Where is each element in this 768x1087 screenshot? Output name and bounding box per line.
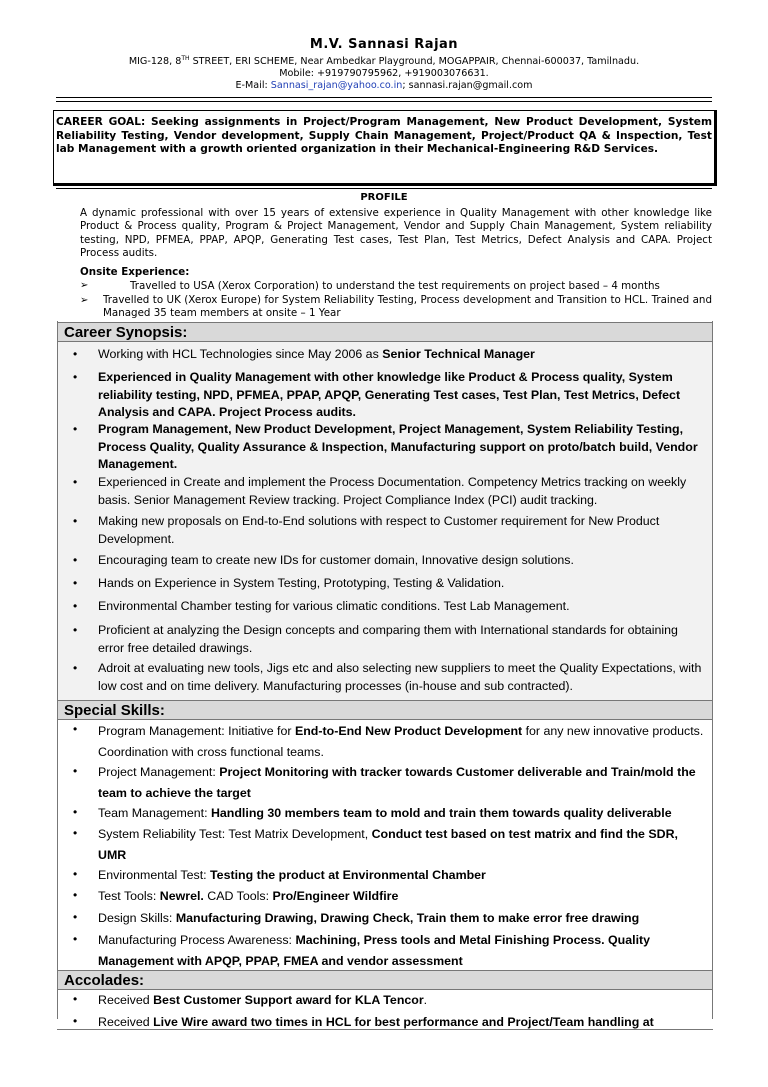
list-item xyxy=(98,346,704,364)
page-bottom-rule xyxy=(57,1029,713,1030)
list-item: Adroit at evaluating new tools, Jigs etc and also selecting new suppliers to meet the Quality Expectations, with low cost and on time delivery. Manufacturing processes (in-house and sub contracted). xyxy=(98,661,702,693)
item-bold: Best Customer Support award for KLA Tencor xyxy=(153,993,424,1007)
address-sup: TH xyxy=(181,55,190,62)
list-item: Proficient at analyzing the Design concepts and comparing them with International standards for obtaining error free detailed drawings. xyxy=(98,623,678,655)
candidate-name: M.V. Sannasi Rajan xyxy=(309,37,459,52)
bullet-icon: • xyxy=(73,888,78,902)
item-bold: Live Wire award two times in HCL for best performance and Project/Team handling at xyxy=(153,1015,654,1029)
item-text: Environmental Test: xyxy=(98,868,211,882)
item-bold: Project Monitoring with tracker towards Customer deliverable and Train/mold the team to achieve the target xyxy=(98,765,696,800)
item-text: Working with HCL Technologies since May 2006 as xyxy=(98,347,383,361)
item-bold: Conduct test based on test matrix and find the SDR, UMR xyxy=(98,827,678,862)
item-bold-2: Pro/Engineer Wildfire xyxy=(272,889,399,903)
bullet-icon: • xyxy=(73,932,78,946)
item-text-after: . xyxy=(423,993,428,1007)
item-text-after: for any new innovative products. Coordination with cross functional teams. xyxy=(98,724,704,759)
item-text: Project Management: xyxy=(98,765,220,779)
career-synopsis-heading: Career Synopsis: xyxy=(57,322,713,342)
list-item xyxy=(98,930,704,971)
list-item xyxy=(98,721,704,762)
bullet-icon: • xyxy=(73,764,78,778)
item-bold: Experienced in Quality Management with other knowledge like Product & Process quality, System reliability testing, NPD, PFMEA, PPAP, APQP, Generating Test cases, Test Plan, Test Metrics, Defect Analysis and CAPA. Project Process audits. xyxy=(98,370,681,420)
mobile-line: Mobile: +919790795962, +919003076631. xyxy=(279,68,489,79)
list-item xyxy=(98,369,704,422)
item-text: Test Tools: xyxy=(98,889,160,903)
list-item: Experienced in Create and implement the Process Documentation. Competency Metrics tracking on weekly basis. Senior Management Review tracking. Project Compliance Index (PCI) audit tracking. xyxy=(98,475,687,507)
item-text: Received xyxy=(98,993,154,1007)
arrow-bullet-icon: ➢ xyxy=(80,295,89,306)
bullet-icon: • xyxy=(73,599,78,613)
email-label: E-Mail: xyxy=(235,80,271,91)
goal-divider-2 xyxy=(56,188,712,189)
email-separator: ; xyxy=(402,80,409,91)
profile-title: PROFILE xyxy=(360,192,408,203)
email-secondary: sannasi.rajan@gmail.com xyxy=(408,80,533,91)
item-text: Design Skills: xyxy=(98,911,176,925)
bullet-icon: • xyxy=(73,722,78,736)
address-pre: MIG-128, 8 xyxy=(128,56,182,68)
list-item xyxy=(98,762,704,803)
item-bold: Newrel. xyxy=(159,889,204,903)
onsite-item-usa: Travelled to USA (Xerox Corporation) to understand the test requirements on project based – 4 months xyxy=(130,280,660,292)
bullet-icon: • xyxy=(73,514,78,528)
bullet-icon: • xyxy=(73,370,78,384)
career-goal-text: CAREER GOAL: Seeking assignments in Project/Program Management, New Product Development, System Reliability Testing, Vendor development, Supply Chain Management, Project/Product QA & Inspection, Test lab Management with a growth oriented organization in their Mechanical-Engineering R&D Services. xyxy=(56,116,712,156)
list-item xyxy=(98,824,704,865)
list-item: Environmental Chamber testing for various climatic conditions. Test Lab Management. xyxy=(98,599,570,613)
profile-summary: A dynamic professional with over 15 years of extensive experience in Quality Management with other knowledge like Product & Process quality, Program & Project Management, Vendor and Supply Chain Management, System reliability testing, NPD, PFMEA, PPAP, APQP, Generating Test cases, Test Plan, Test Metrics, Defect Analysis and CAPA. Project Process audits. xyxy=(80,207,712,260)
item-bold: End-to-End New Product Development xyxy=(294,724,523,738)
list-item: Encouraging team to create new IDs for customer domain, Innovative design solutions. xyxy=(98,553,574,567)
address-line xyxy=(0,55,768,67)
onsite-title: Onsite Experience: xyxy=(80,266,190,278)
bullet-icon: • xyxy=(73,805,78,819)
item-bold: Handling 30 members team to mold and train them towards quality deliverable xyxy=(210,806,672,820)
email-line xyxy=(0,80,768,91)
list-item xyxy=(98,421,704,474)
header-divider xyxy=(56,97,712,98)
bullet-icon: • xyxy=(73,1014,78,1028)
bullet-icon: • xyxy=(73,910,78,924)
bullet-icon: • xyxy=(73,475,78,489)
list-item xyxy=(98,865,704,886)
item-text: Program Management: Initiative for xyxy=(98,724,295,738)
bullet-icon: • xyxy=(73,576,78,590)
bullet-icon: • xyxy=(73,992,78,1006)
onsite-item-uk: Travelled to UK (Xerox Europe) for System Reliability Testing, Process development and Transition to HCL. Trained and Managed 35 team members at onsite – 1 Year xyxy=(103,294,712,320)
bullet-icon: • xyxy=(73,422,78,436)
item-bold: Machining, Press tools and Metal Finishing Process. Quality Management with APQP, PPAP, FMEA and vendor assessment xyxy=(98,933,651,968)
goal-divider xyxy=(56,184,712,185)
accolades-heading: Accolades: xyxy=(57,970,713,990)
item-text: Manufacturing Process Awareness: xyxy=(98,933,296,947)
list-item xyxy=(98,990,704,1010)
bullet-icon: • xyxy=(73,553,78,567)
list-item: Making new proposals on End-to-End solutions with respect to Customer requirement for New Product Development. xyxy=(98,514,660,546)
arrow-bullet-icon: ➢ xyxy=(80,280,89,291)
bullet-icon: • xyxy=(73,867,78,881)
address-post: STREET, ERI SCHEME, Near Ambedkar Playground, MOGAPPAIR, Chennai-600037, Tamilnadu. xyxy=(189,56,640,68)
list-item xyxy=(98,803,704,824)
item-text-after: CAD Tools: xyxy=(203,889,273,903)
header-divider-2 xyxy=(56,101,712,102)
item-bold: Program Management, New Product Development, Project Management, System Reliability Testing, Process Quality, Quality Assurance & Inspection, Manufacturing support on proto/batch build, Vendor Management. xyxy=(98,422,698,472)
special-skills-heading: Special Skills: xyxy=(57,700,713,720)
item-bold: Testing the product at Environmental Chamber xyxy=(210,868,486,882)
bullet-icon: • xyxy=(73,661,78,675)
list-item xyxy=(98,908,704,929)
item-bold: Manufacturing Drawing, Drawing Check, Train them to make error free drawing xyxy=(175,911,640,925)
bullet-icon: • xyxy=(73,826,78,840)
item-text: Team Management: xyxy=(98,806,211,820)
item-text: System Reliability Test: Test Matrix Development, xyxy=(98,827,372,841)
item-text: Received xyxy=(98,1015,154,1029)
bullet-icon: • xyxy=(73,623,78,637)
item-bold: Senior Technical Manager xyxy=(382,347,535,361)
list-item xyxy=(98,886,704,907)
email-primary-link[interactable]: Sannasi_rajan@yahoo.co.in xyxy=(270,80,403,91)
bullet-icon: • xyxy=(73,347,78,361)
list-item: Hands on Experience in System Testing, Prototyping, Testing & Validation. xyxy=(98,576,505,590)
